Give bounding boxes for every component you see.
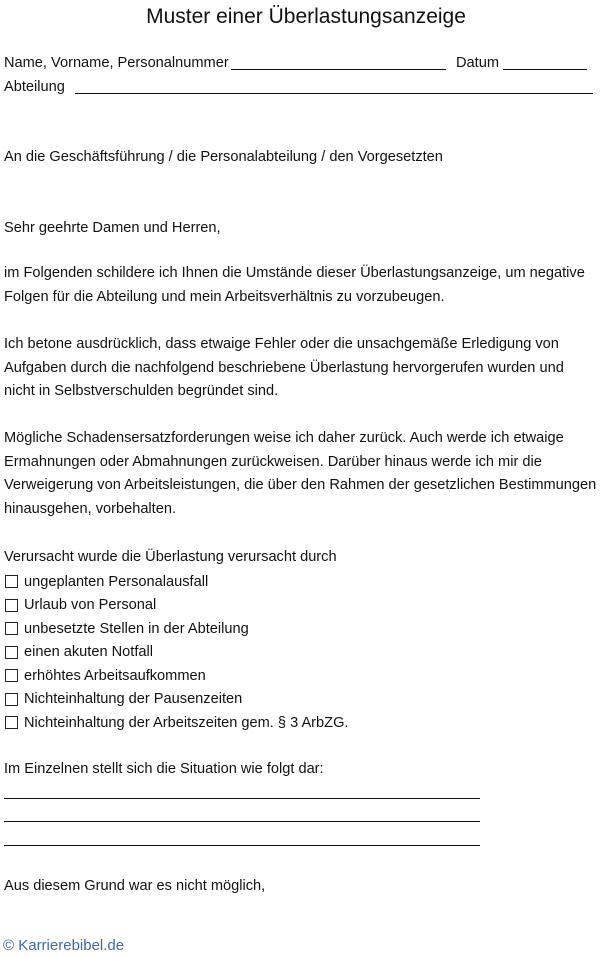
checkbox-icon[interactable] bbox=[5, 622, 18, 635]
paragraph-intro bbox=[4, 262, 610, 309]
cause-option[interactable] bbox=[4, 664, 524, 688]
checkbox-icon[interactable] bbox=[5, 646, 18, 659]
recipient-line: An die Geschäftsführung / die Personalabteilung / den Vorgesetzten bbox=[4, 149, 443, 165]
cause-option[interactable] bbox=[4, 641, 524, 665]
date-label: Datum bbox=[456, 55, 499, 71]
paragraph-line: hinausgehen, vorbehalten. bbox=[4, 500, 177, 517]
paragraph-claims bbox=[4, 427, 610, 521]
paragraph-line: Verweigerung von Arbeitsleistungen, die über den Rahmen der gesetzlichen Bestimmungen bbox=[4, 477, 597, 494]
checkbox-icon[interactable] bbox=[5, 575, 18, 588]
department-field-line[interactable] bbox=[75, 93, 593, 94]
causes-checklist bbox=[4, 570, 524, 735]
cause-option-label: ungeplanten Personalausfall bbox=[24, 573, 209, 590]
checkbox-icon[interactable] bbox=[5, 669, 18, 682]
cause-option-label: erhöhtes Arbeitsaufkommen bbox=[24, 667, 206, 684]
date-field-line[interactable] bbox=[503, 69, 587, 70]
department-label: Abteilung bbox=[4, 79, 65, 95]
cause-option[interactable] bbox=[4, 617, 524, 641]
cause-option-label: Nichteinhaltung der Pausenzeiten bbox=[24, 691, 243, 708]
footer-credit[interactable]: © Karrierebibel.de bbox=[3, 937, 125, 954]
cause-option[interactable] bbox=[4, 688, 524, 712]
cause-option-label: Urlaub von Personal bbox=[24, 597, 157, 614]
situation-line[interactable] bbox=[4, 821, 480, 822]
cause-option[interactable] bbox=[4, 711, 524, 735]
situation-line[interactable] bbox=[4, 798, 480, 799]
cause-option-label: Nichteinhaltung der Arbeitszeiten gem. § 3 ArbZG. bbox=[24, 714, 349, 731]
paragraph-errors bbox=[4, 333, 610, 404]
checkbox-icon[interactable] bbox=[5, 599, 18, 612]
closing-line: Aus diesem Grund war es nicht möglich, bbox=[4, 878, 266, 894]
situation-label: Im Einzelnen stellt sich die Situation wie folgt dar: bbox=[4, 761, 324, 777]
cause-option[interactable] bbox=[4, 570, 524, 594]
paragraph-line: Mögliche Schadensersatzforderungen weise ich daher zurück. Auch werde ich etwaige bbox=[4, 430, 564, 446]
causes-intro: Verursacht wurde die Überlastung verursacht durch bbox=[4, 549, 337, 565]
page-title: Muster einer Überlastungsanzeige bbox=[146, 5, 466, 28]
cause-option-label: einen akuten Notfall bbox=[24, 644, 153, 661]
paragraph-line: Folgen für die Abteilung und mein Arbeitsverhältnis zu vorzubeugen. bbox=[4, 288, 445, 305]
checkbox-icon[interactable] bbox=[5, 693, 18, 706]
paragraph-line: Aufgaben durch die nachfolgend beschriebene Überlastung hervorgerufen wurden und bbox=[4, 359, 564, 376]
paragraph-line: Ermahnungen oder Abmahnungen zurückweisen. Darüber hinaus werde ich mir die bbox=[4, 453, 542, 470]
name-field-line[interactable] bbox=[231, 69, 446, 70]
paragraph-line: nicht in Selbstverschulden begründet sind. bbox=[4, 383, 279, 400]
situation-line[interactable] bbox=[4, 845, 480, 846]
name-label: Name, Vorname, Personalnummer bbox=[4, 55, 229, 71]
checkbox-icon[interactable] bbox=[5, 716, 18, 729]
salutation: Sehr geehrte Damen und Herren, bbox=[4, 220, 221, 236]
cause-option-label: unbesetzte Stellen in der Abteilung bbox=[24, 620, 249, 637]
paragraph-line: im Folgenden schildere ich Ihnen die Umstände dieser Überlastungsanzeige, um negative bbox=[4, 265, 585, 281]
paragraph-line: Ich betone ausdrücklich, dass etwaige Fehler oder die unsachgemäße Erledigung von bbox=[4, 336, 559, 352]
cause-option[interactable] bbox=[4, 594, 524, 618]
